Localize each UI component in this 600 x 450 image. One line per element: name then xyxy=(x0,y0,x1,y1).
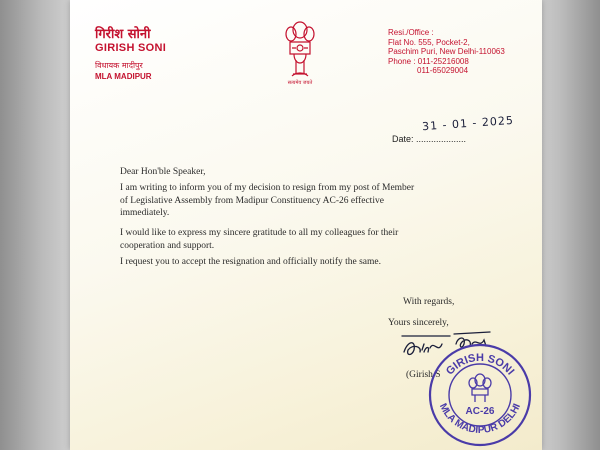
seal-top-text: GIRISH SONI xyxy=(443,352,517,378)
date-label: Date: xyxy=(392,134,414,144)
date-dots: .................... xyxy=(416,134,467,144)
closing-sincerely: Yours sincerely, xyxy=(388,318,449,328)
seal-center-text: AC-26 xyxy=(465,406,495,417)
letter-page xyxy=(70,0,542,450)
letterhead-title: MLA MADIPUR xyxy=(95,72,152,81)
signed-name: (Girish S xyxy=(406,370,441,380)
letterhead-name: GIRISH SONI xyxy=(95,42,167,54)
address-line2: Paschim Puri, New Delhi-110063 xyxy=(388,47,505,56)
closing-regards: With regards, xyxy=(403,297,455,307)
paragraph-2: I would like to express my sincere gratitude to all my colleagues for their cooperation and support. xyxy=(120,228,399,251)
emblem-caption: सत्यमेव जयते xyxy=(287,80,313,86)
official-seal xyxy=(425,338,535,448)
seal-emblem-icon xyxy=(469,374,491,402)
address-line1: Flat No. 555, Pocket-2, xyxy=(388,37,470,47)
letterhead-title-hindi: विधायक मादीपुर xyxy=(95,61,143,70)
seal-bottom-text: MLA MADIPUR DELHI xyxy=(436,401,523,437)
address-phone1: Phone : 011-25216008 xyxy=(388,56,469,66)
paragraph-3: I request you to accept the resignation and officially notify the same. xyxy=(120,257,381,267)
salutation: Dear Hon'ble Speaker, xyxy=(120,167,206,177)
letterhead-name-hindi: गिरीश सोनी xyxy=(95,27,151,42)
address-label: Resi./Office : xyxy=(388,28,434,37)
letterhead-address xyxy=(388,28,505,76)
date-field xyxy=(392,134,466,144)
date-handwritten: 31 - 01 - 2025 xyxy=(421,113,515,134)
paragraph-1: I am writing to inform you of my decision to resign from my post of Member of Legislative Assembly from Madipur Constituency AC-26 effective immediately. xyxy=(120,183,415,218)
address-phone2: 011-65029004 xyxy=(417,66,469,75)
